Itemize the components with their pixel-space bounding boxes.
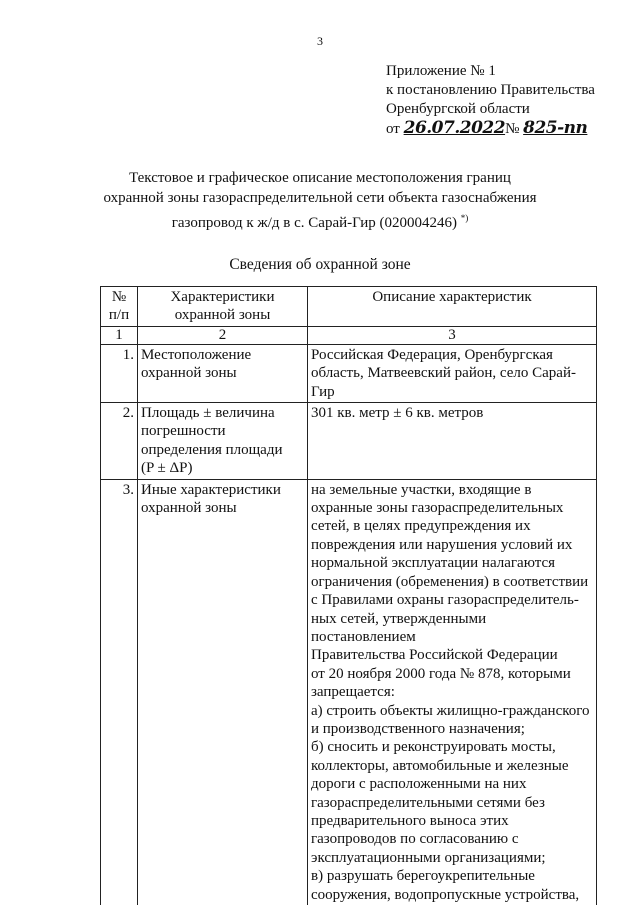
cell-text-line: Иные характеристики — [141, 481, 281, 498]
section-subtitle: Сведения об охранной зоне — [229, 256, 411, 273]
cell-text-line: область, Матвеевский район, село Сарай-Гир — [311, 365, 576, 400]
row-description-cell — [308, 344, 597, 402]
cell-text-line: б) сносить и реконструировать мосты, — [311, 739, 556, 756]
title-line-3-text: газопровод к ж/д в с. Сарай-Гир (020004246) — [171, 215, 457, 231]
cell-text-line: погрешности — [141, 423, 226, 440]
cell-text-line: ограничения (обременения) в соответствии — [311, 573, 589, 590]
row-characteristic-cell — [138, 344, 308, 402]
table-row — [101, 479, 597, 905]
header-characteristics-line-1: Характеристики — [170, 289, 275, 305]
row-characteristic-cell — [138, 479, 308, 905]
cell-text-line: охранные зоны газораспределительных — [311, 500, 564, 517]
handwritten-number: 825-пп — [523, 118, 588, 138]
cell-text-line: ных сетей, утвержденными постановлением — [311, 610, 487, 645]
cell-text-line: определения площади — [141, 441, 283, 458]
cell-text-line: Площадь ± величина — [141, 405, 275, 422]
cell-text-line: дороги с расположенными на них — [311, 776, 527, 793]
cell-text-line: запрещается: — [311, 684, 395, 701]
cell-text-line: сетей, в целях предупреждения их — [311, 518, 531, 535]
page-number: 3 — [317, 34, 323, 48]
title-line-1: Текстовое и графическое описание местоположения границ — [129, 170, 511, 186]
cell-text-line: нормальной эксплуатации налагаются — [311, 555, 556, 572]
row-description-cell — [308, 479, 597, 905]
cell-text-line: газораспределительными сетями без — [311, 794, 545, 811]
header-number-line-2: п/п — [108, 307, 130, 324]
appendix-header — [386, 62, 595, 139]
cell-text-line: охранной зоны — [141, 365, 237, 382]
index-cell: 1 — [101, 326, 138, 344]
handwritten-date: 26.07.2022 — [403, 118, 506, 138]
cell-text-line: (P ± ΔP) — [141, 460, 193, 477]
row-description-cell — [308, 403, 597, 480]
header-characteristics-line-2: охранной зоны — [174, 307, 271, 324]
cell-text-line: Местоположение — [141, 346, 252, 363]
cell-text-line: а) строить объекты жилищно-гражданского — [311, 702, 590, 719]
document-title — [0, 168, 640, 233]
cell-text-line: охранной зоны — [141, 500, 237, 517]
table-row — [101, 344, 597, 402]
appendix-resolution-line: к постановлению Правительства — [386, 82, 595, 98]
row-number-cell: 2. — [101, 403, 138, 480]
title-line-3 — [0, 208, 640, 233]
date-prefix: от — [386, 121, 400, 137]
cell-text-line: повреждения или нарушения условий их — [311, 536, 573, 553]
cell-text-line: предварительного выноса этих — [311, 812, 509, 829]
row-characteristic-cell — [138, 403, 308, 480]
index-cell: 2 — [138, 326, 308, 344]
cell-text-line: коллекторы, автомобильные и железные — [311, 757, 569, 774]
header-number-line-1: № — [111, 289, 127, 305]
cell-text-line: Российская Федерация, Оренбургская — [311, 346, 553, 363]
cell-text-line: и производственного назначения; — [311, 720, 525, 737]
appendix-title: Приложение № 1 — [386, 63, 496, 79]
table-index-row — [101, 326, 597, 344]
cell-text-line: газопроводов по согласованию с — [311, 831, 519, 848]
number-prefix: № — [505, 121, 520, 137]
appendix-date-line — [386, 119, 595, 139]
table-header-row — [101, 287, 597, 327]
cell-text-line: с Правилами охраны газораспределитель- — [311, 592, 579, 609]
header-number — [101, 287, 138, 327]
header-description: Описание характеристик — [308, 287, 597, 327]
cell-text-line: на земельные участки, входящие в — [311, 481, 532, 498]
cell-text-line: Правительства Российской Федерации — [311, 647, 558, 664]
footnote-mark: *) — [460, 213, 469, 223]
cell-text-line: от 20 ноября 2000 года № 878, которыми — [311, 665, 571, 682]
cell-text-line: эксплуатационными организациями; — [311, 849, 546, 866]
title-line-2: охранной зоны газораспределительной сети объекта газоснабжения — [103, 190, 537, 206]
row-number-cell: 3. — [101, 479, 138, 905]
row-number-cell: 1. — [101, 344, 138, 402]
cell-text-line: 301 кв. метр ± 6 кв. метров — [311, 405, 484, 422]
index-cell: 3 — [308, 326, 597, 344]
cell-text-line: сооружения, водопропускные устройства, — [311, 886, 580, 903]
header-characteristics — [138, 287, 308, 327]
table-row — [101, 403, 597, 480]
appendix-region-line: Оренбургской области — [386, 101, 530, 117]
cell-text-line: в) разрушать берегоукрепительные — [311, 868, 535, 885]
protection-zone-table — [100, 286, 597, 905]
